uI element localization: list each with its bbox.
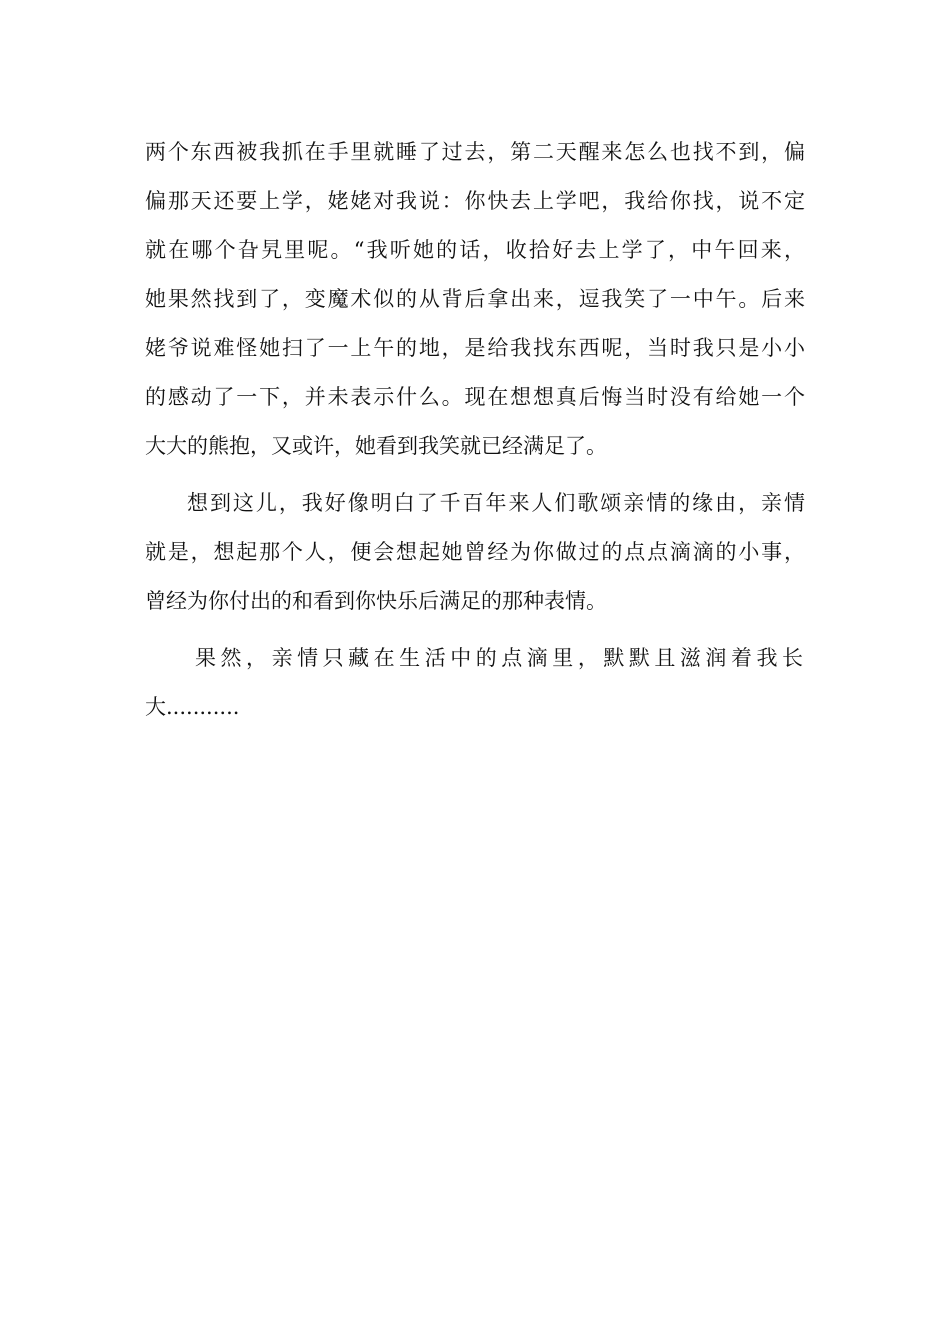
text-line: 果然，亲情只藏在生活中的点滴里，默默且滋润着我长 [195, 646, 805, 670]
paragraph-spacer [145, 471, 805, 479]
text-line: 就在哪个旮旯里呢。“我听她的话，收拾好去上学了，中午回来， [145, 238, 805, 262]
paragraph-spacer [145, 626, 805, 634]
paragraph-3 [145, 634, 805, 732]
text-line: 两个东西被我抓在手里就睡了过去，第二天醒来怎么也找不到，偏 [145, 140, 805, 164]
paragraph-1 [145, 128, 805, 471]
text-line: 姥爷说难怪她扫了一上午的地，是给我找东西呢，当时我只是小小 [145, 336, 805, 360]
text-line: 偏那天还要上学，姥姥对我说：你快去上学吧，我给你找，说不定 [145, 189, 805, 213]
text-line: 就是，想起那个人，便会想起她曾经为你做过的点点滴滴的小事， [145, 540, 805, 564]
text-line: 她果然找到了，变魔术似的从背后拿出来，逗我笑了一中午。后来 [145, 287, 805, 311]
text-line: 的感动了一下，并未表示什么。现在想想真后悔当时没有给她一个 [145, 385, 805, 409]
text-line: 想到这儿，我好像明白了千百年来人们歌颂亲情的缘由，亲情 [187, 491, 805, 515]
text-line: 大大的熊抱，又或许，她看到我笑就已经满足了。 [145, 434, 607, 458]
text-line: 曾经为你付出的和看到你快乐后满足的那种表情。 [145, 589, 607, 613]
text-line: 大........... [145, 695, 240, 719]
paragraph-2 [145, 479, 805, 626]
document-body [145, 128, 805, 732]
